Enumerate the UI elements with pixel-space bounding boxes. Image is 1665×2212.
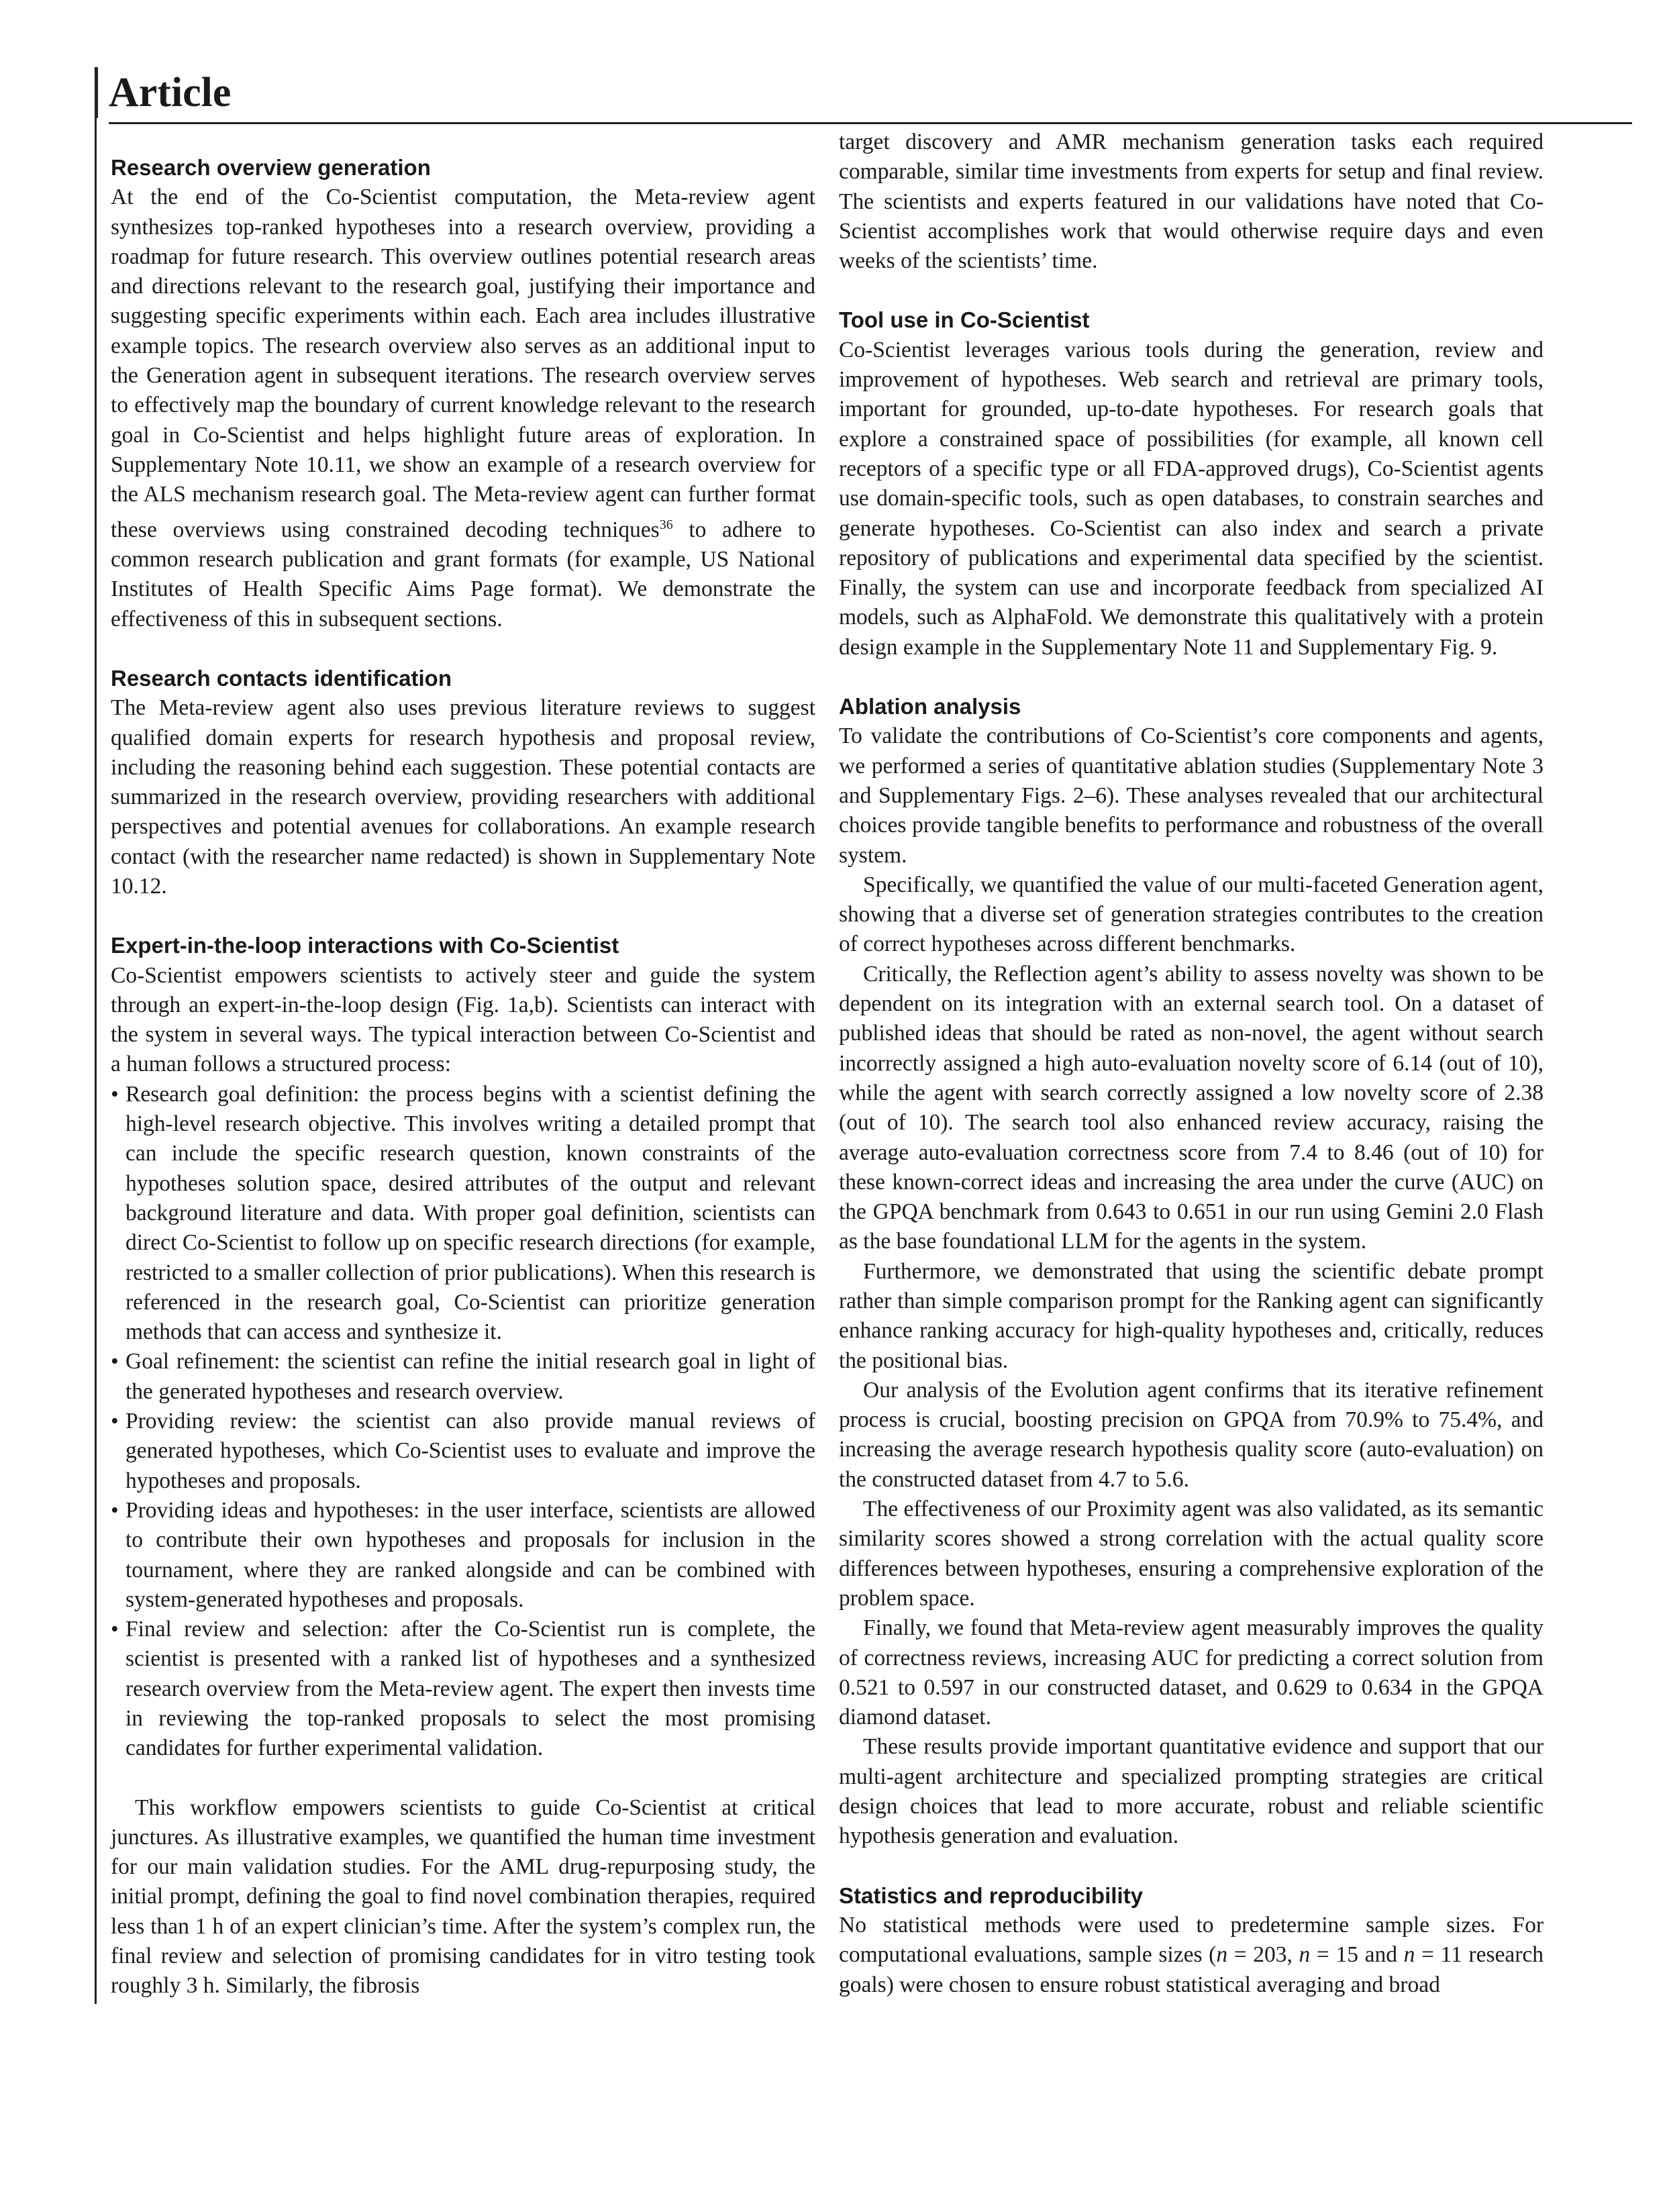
right-column: [839, 128, 1544, 2000]
text-run: = 203,: [1227, 1942, 1299, 1968]
paragraph: Furthermore, we demonstrated that using the scientific debate prompt rather than simple comparison prompt for the Ranking agent can significantly enhance ranking accuracy for high-quality hypotheses and, critically, reduces the positional bias.: [839, 1258, 1544, 1373]
paragraph: target discovery and AMR mechanism generation tasks each required comparable, similar time investments from experts for setup and final review. The scientists and experts featured in our validations have noted that Co-Scientist accomplishes work that would otherwise require days and even weeks of the scientists’ time.: [839, 130, 1544, 274]
text-run: At the end of the Co-Scientist computation, the Meta-review agent synthesizes top-ranked hypotheses into a research overview, providing a roadmap for future research. This overview outlines potential research areas and directions relevant to the research goal, justifying their importance and suggesting specific experiments within each. Each area includes illustrative example topics. The research overview also serves as an additional input to the Generation agent in subsequent iterations. The research overview serves to effectively map the boundary of current knowledge relevant to the research goal in Co-Scientist and helps highlight future areas of exploration. In Supplementary Note 10.11, we show an example of a research overview for the ALS mechanism research goal. The Meta-review agent can further format these overviews using constrained decoding techniques: [111, 185, 815, 542]
italic-variable: n: [1299, 1942, 1311, 1968]
text-run: = 15 and: [1310, 1942, 1404, 1968]
paragraph: Our analysis of the Evolution agent confirms that its iterative refinement process is crucial, boosting precision on GPQA from 70.9% to 75.4%, and increasing the average research hypothesis quality score (auto-evaluation) on the constructed dataset from 4.7 to 5.6.: [839, 1377, 1544, 1492]
paragraph: The Meta-review agent also uses previous literature reviews to suggest qualified domain experts for research hypothesis and proposal review, including the reasoning behind each suggestion. These potential contacts are summarized in the research overview, providing researchers with additional perspectives and potential avenues for collaborations. An example research contact (with the researcher name redacted) is shown in Supplementary Note 10.12.: [111, 695, 815, 899]
header-rule: [109, 122, 1632, 124]
paragraph: [111, 183, 815, 634]
paragraph: Critically, the Reflection agent’s ability to assess novelty was shown to be dependent on its integration with an external search tool. On a dataset of published ideas that should be rated as non-novel, the agent without search incorrectly assigned a high auto-evaluation novelty score of 6.14 (out of 10), while the agent with search correctly assigned a low novelty score of 2.38 (out of 10). The search tool also enhanced review accuracy, raising the average auto-evaluation correctness score from 7.4 to 8.46 (out of 10) for these known-correct ideas and increasing the area under the curve (AUC) on the GPQA benchmark from 0.643 to 0.651 in our run using Gemini 2.0 Flash as the base foundational LLM for the agents in the system.: [839, 961, 1544, 1254]
heading-research-overview: Research overview generation: [111, 155, 431, 180]
paragraph: Co-Scientist empowers scientists to actively steer and guide the system through an expert-in-the-loop design (Fig. 1a,b). Scientists can interact with the system in several ways. The typical interaction between Co-Scientist and a human follows a structured process:: [111, 962, 815, 1077]
section-label: Article: [109, 70, 232, 115]
paragraph: [839, 1911, 1544, 2000]
header-accent-bar: [95, 67, 98, 118]
left-column: [111, 153, 815, 2001]
paragraph: Co-Scientist leverages various tools during the generation, review and improvement of hypotheses. Web search and retrieval are primary tools, important for grounded, up-to-date hypotheses. For research goals that explore a constrained space of possibilities (for example, all known cell receptors of a specific type or all FDA-approved drugs), Co-Scientist agents use domain-specific tools, such as open databases, to constrain searches and generate hypotheses. Co-Scientist can also index and search a private repository of publications and experimental data specified by the scientist. Finally, the system can use and incorporate feedback from specialized AI models, such as AlphaFold. We demonstrate this qualitatively with a protein design example in the Supplementary Note 11 and Supplementary Fig. 9.: [839, 337, 1544, 660]
paragraph: To validate the contributions of Co-Scientist’s core components and agents, we performed a series of quantitative ablation studies (Supplementary Note 3 and Supplementary Figs. 2–6). These analyses revealed that our architectural choices provide tangible benefits to performance and robustness of the overall system.: [839, 723, 1544, 868]
list-item: • Goal refinement: the scientist can refine the initial research goal in light of the generated hypotheses and research overview.: [111, 1347, 815, 1407]
paragraph: The effectiveness of our Proximity agent was also validated, as its semantic similarity scores showed a strong correlation with the actual quality score differences between hypotheses, ensuring a comprehensive exploration of the problem space.: [839, 1497, 1544, 1611]
text-run: = 11 research goals) were chosen to ensure robust statistical averaging and broad: [839, 1942, 1544, 1997]
paragraph: Specifically, we quantified the value of our multi-faceted Generation agent, showing that a diverse set of generation strategies contributes to the creation of correct hypotheses across different benchmarks.: [839, 872, 1544, 957]
left-margin-rule: [95, 118, 97, 2004]
list-item: • Providing ideas and hypotheses: in the user interface, scientists are allowed to contribute their own hypotheses and proposals for inclusion in the tournament, where they are ranked alongside and can be combined with system-generated hypotheses and proposals.: [111, 1496, 815, 1615]
list-item: • Research goal definition: the process begins with a scientist defining the high-level research objective. This involves writing a detailed prompt that can include the specific research question, known constraints of the hypotheses solution space, desired attributes of the output and relevant background literature and data. With proper goal definition, scientists can direct Co-Scientist to follow up on specific research directions (for example, restricted to a smaller collection of prior publications). When this research is referenced in the research goal, Co-Scientist can prioritize generation methods that can access and synthesize it.: [111, 1080, 815, 1348]
heading-expert-in-the-loop: Expert-in-the-loop interactions with Co-Scientist: [111, 933, 619, 958]
reference-mark: 36: [659, 517, 673, 532]
heading-statistics: Statistics and reproducibility: [839, 1882, 1143, 1908]
heading-ablation-analysis: Ablation analysis: [839, 694, 1021, 719]
list-item: • Final review and selection: after the Co-Scientist run is complete, the scientist is presented with a ranked list of hypotheses and a synthesized research overview from the Meta-review agent. The expert then invests time in reviewing the top-ranked proposals to select the most promising candidates for further experimental validation.: [111, 1615, 815, 1763]
paragraph: These results provide important quantitative evidence and support that our multi-agent architecture and specialized prompting strategies are critical design choices that lead to more accurate, robust and reliable scientific hypothesis generation and evaluation.: [839, 1734, 1544, 1849]
italic-variable: n: [1216, 1942, 1228, 1968]
heading-research-contacts: Research contacts identification: [111, 665, 452, 691]
paragraph: Finally, we found that Meta-review agent measurably improves the quality of correctness reviews, increasing AUC for predicting a correct solution from 0.521 to 0.597 in our constructed dataset, and 0.629 to 0.634 in the GPQA diamond dataset.: [839, 1615, 1544, 1730]
text-run: to adhere to common research publication and grant formats (for example, US National Institutes of Health Specific Aims Page format). We demonstrate the effectiveness of this in subsequent sections.: [111, 517, 815, 632]
italic-variable: n: [1403, 1942, 1415, 1968]
list-item: • Providing review: the scientist can also provide manual reviews of generated hypotheses, which Co-Scientist uses to evaluate and improve the hypotheses and proposals.: [111, 1407, 815, 1496]
paragraph: This workflow empowers scientists to guide Co-Scientist at critical junctures. As illustrative examples, we quantified the human time investment for our main validation studies. For the AML drug-repurposing study, the initial prompt, defining the goal to find novel combination therapies, required less than 1 h of an expert clinician’s time. After the system’s complex run, the final review and selection of promising candidates for in vitro testing took roughly 3 h. Similarly, the fibrosis: [111, 1795, 815, 1999]
text-run: No statistical methods were used to predetermine sample sizes. For computational evaluations, sample sizes (: [839, 1912, 1544, 1968]
bullet-list: [111, 1080, 815, 1764]
heading-tool-use: Tool use in Co-Scientist: [839, 307, 1090, 333]
